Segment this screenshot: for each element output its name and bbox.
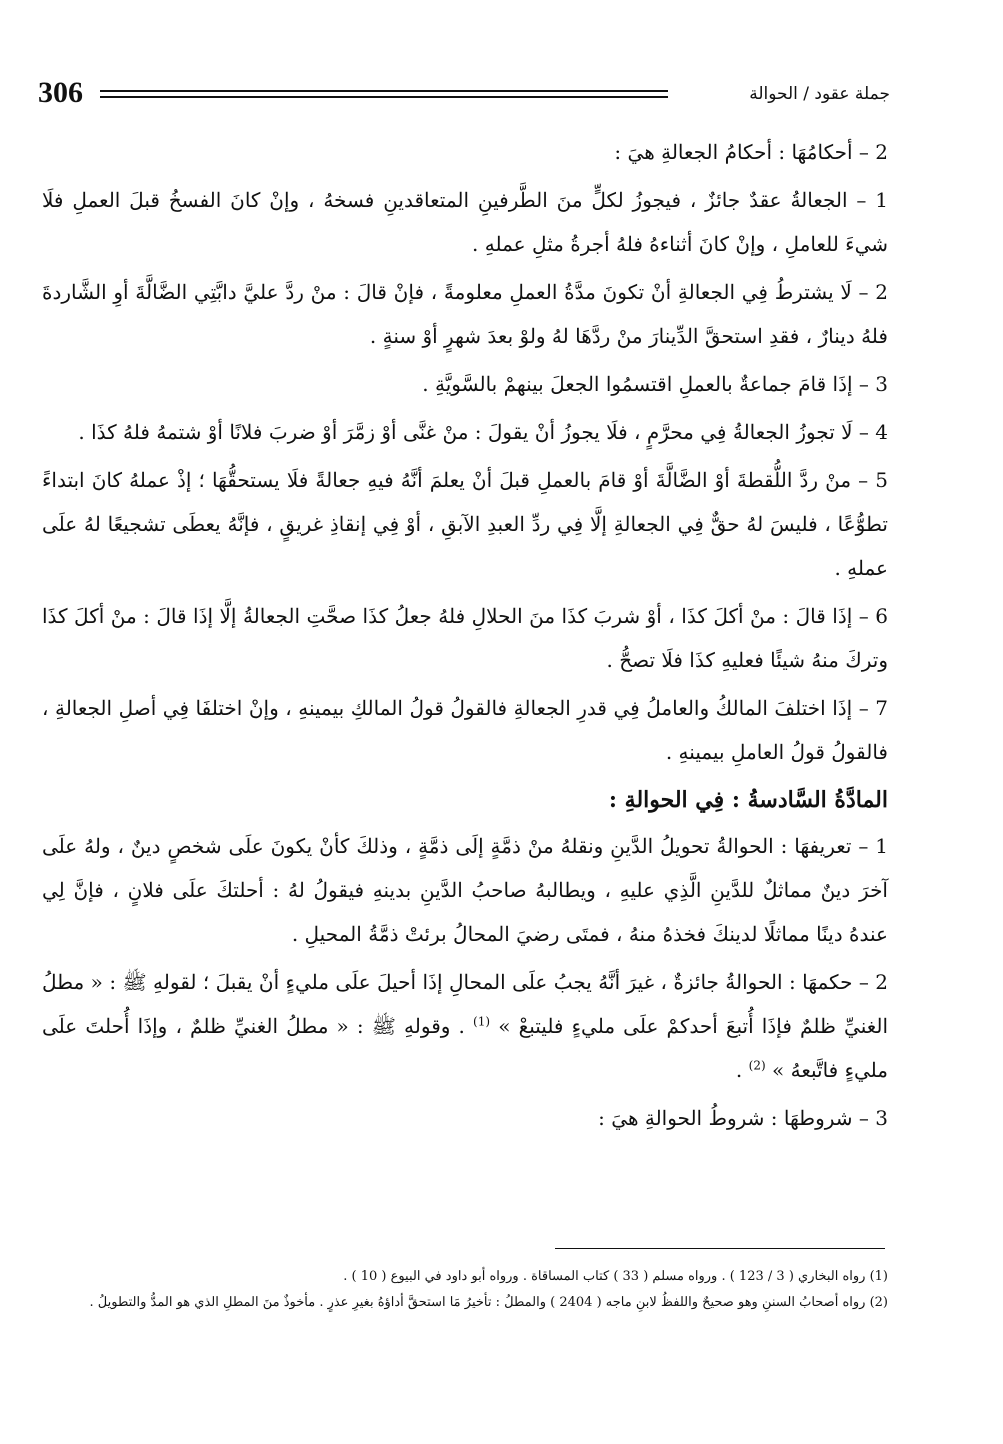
- hawala-definition: 1 – تعريفهَا : الحوالةُ تحويلُ الدَّينِ ونقلهُ منْ ذمَّةٍ إلَى ذمَّةٍ ، وذلكَ كأنْ يكونَ علَى شخصٍ دينٌ ، ولهُ علَى آخرَ دينٌ مماثلٌ للدَّينِ الَّذِي عليهِ ، ويطالبهُ صاحبُ الدَّينِ بدينهِ فيقولُ لهُ : أحلتكَ علَى فلانٍ ، فإنَّ لِي عندهُ دينًا مماثلًا لدينكَ فخذهُ منهُ ، فمتَى رضيَ المحالُ برئتْ ذمَّةُ المحيلِ .: [42, 834, 888, 946]
- footnote-ref-1[interactable]: (1): [473, 1014, 491, 1029]
- ruling-3: 3 – إذَا قامَ جماعةٌ بالعملِ اقتسمُوا الجعلَ بينهمْ بالسَّويَّةِ .: [422, 372, 888, 396]
- footnote-divider: [555, 1248, 885, 1249]
- main-text: [42, 130, 888, 1144]
- footnote-2: (2) رواه أصحابُ السننِ وهو صحيحٌ واللفظُ لابنِ ماجه ( 2404 ) والمطلُ : تأخيرُ مَا استحقَّ أداؤهُ بغيرِ عذرٍ . مأخوذٌ منَ المطلِ الذي هو المدُّ والتطويلُ .: [89, 1295, 888, 1310]
- page-number: 306: [38, 76, 83, 109]
- ruling-1: 1 – الجعالةُ عقدٌ جائزٌ ، فيجوزُ لكلٍّ منَ الطَّرفينِ المتعاقدينِ فسخهُ ، وإنْ كانَ الفسخُ قبلَ العملِ فلَا شيءَ للعاملِ ، وإنْ كانَ أثناءهُ فلهُ أجرةُ مثلِ عملهِ .: [42, 188, 888, 256]
- ruling-2: 2 – لَا يشترطُ فِي الجعالةِ أنْ تكونَ مدَّةُ العملِ معلومةً ، فإنْ قالَ : منْ ردَّ عليَّ دابَّتِي الضَّالَّةَ أوِ الشَّاردةَ فلهُ دينارٌ ، فقدِ استحقَّ الدِّينارَ منْ ردَّهَا لهُ ولوْ بعدَ شهرٍ أوْ سنةٍ .: [42, 280, 888, 348]
- footnotes: [42, 1264, 888, 1316]
- hawala-ruling-end: .: [735, 1058, 743, 1082]
- ruling-5: 5 – منْ ردَّ اللُّقطةَ أوْ الضَّالَّةَ أوْ قامَ بالعملِ قبلَ أنْ يعلمَ أنَّهُ فيهِ جعالةً فلَا يستحقُّهَا ؛ إذْ عملهُ كانَ ابتداءً تطوُّعًا ، فليسَ لهُ حقٌّ فِي الجعالةِ إلَّا فِي ردِّ العبدِ الآبقِ ، أوْ فِي إنقاذِ غريقٍ ، فإنَّهُ يعطَى تشجيعًا لهُ علَى عملهِ .: [42, 468, 888, 580]
- ruling-6: 6 – إذَا قالَ : منْ أكلَ كذَا ، أوْ شربَ كذَا منَ الحلالِ فلهُ جعلُ كذَا صحَّتِ الجعالةُ إلَّا إذَا قالَ : منْ أكلَ كذَا وتركَ منهُ شيئًا فعليهِ كذَا فلَا تصحُّ .: [42, 604, 888, 672]
- rulings-heading: 2 – أحكامُهَا : أحكامُ الجعالةِ هيَ :: [614, 140, 888, 164]
- hawala-ruling-text: 2 – حكمهَا : الحوالةُ جائزةٌ ، غيرَ أنَّهُ يجبُ علَى المحالِ إذَا أحيلَ علَى مليءٍ أنْ يقبلَ ؛ لقولهِ ﷺ : « مطلُ الغنيِّ ظلمٌ فإذَا أُتبعَ أحدكمْ علَى مليءٍ فليتبعْ »: [42, 970, 889, 1038]
- hawala-conditions-heading: 3 – شروطهَا : شروطُ الحوالةِ هيَ :: [598, 1106, 888, 1130]
- ruling-4: 4 – لَا تجوزُ الجعالةُ فِي محرَّمٍ ، فلَا يجوزُ أنْ يقولَ : منْ غنَّى أوْ زمَّرَ أوْ ضربَ فلانًا أوْ شتمهُ فلهُ كذَا .: [78, 420, 888, 444]
- hawala-ruling-text-2: . وقولهِ ﷺ : « مطلُ الغنيِّ ظلمٌ ، وإذَا أُحلتَ علَى مليءٍ فاتَّبعهُ »: [42, 1014, 888, 1082]
- page-header: [38, 76, 890, 116]
- hawala-ruling: [42, 960, 888, 1092]
- footnote-1: (1) رواه البخاري ( 3 / 123 ) . ورواه مسلم ( 33 ) كتاب المساقاة . ورواه أبو داود في البيوع ( 10 ) .: [343, 1269, 888, 1284]
- section-title-hawala: المادَّةُ السَّادسةُ : فِي الحوالةِ :: [608, 787, 888, 813]
- running-title: جملة عقود / الحوالة: [749, 84, 890, 104]
- header-divider: [100, 90, 668, 98]
- ruling-7: 7 – إذَا اختلفَ المالكُ والعاملُ فِي قدرِ الجعالةِ فالقولُ قولُ المالكِ بيمينهِ ، وإنْ اختلفَا فِي أصلِ الجعالةِ ، فالقولُ قولُ العاملِ بيمينهِ .: [42, 696, 888, 764]
- footnote-ref-2[interactable]: (2): [748, 1058, 766, 1073]
